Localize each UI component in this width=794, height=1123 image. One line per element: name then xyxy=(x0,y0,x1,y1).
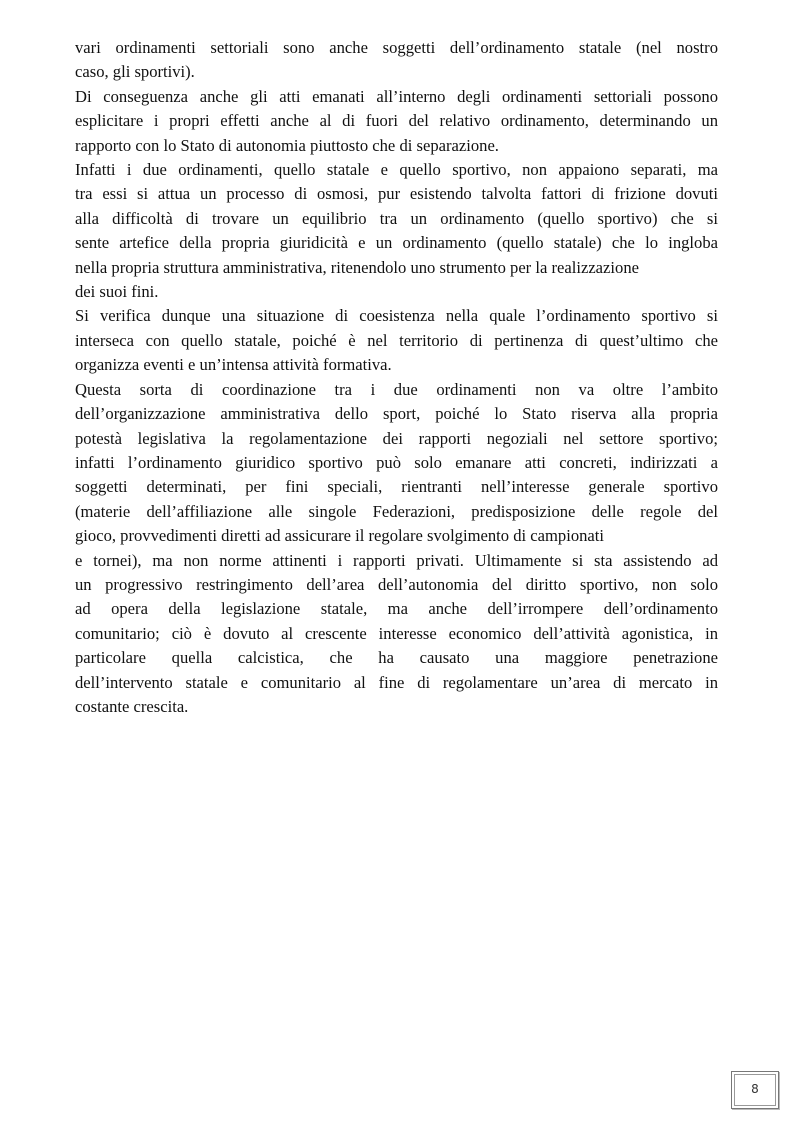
text-line: Di conseguenza anche gli atti emanati all’interno degli ordinamenti settoriali possono xyxy=(75,86,718,106)
text-line: un progressivo restringimento dell’area dell’autonomia del diritto sportivo, non solo xyxy=(75,574,718,594)
text-line: Infatti i due ordinamenti, quello statale e quello sportivo, non appaiono separati, ma xyxy=(75,160,718,180)
paragraph xyxy=(75,85,718,158)
page-number-box xyxy=(731,1071,779,1109)
paragraph xyxy=(75,378,718,720)
text-line: dell’intervento statale e comunitario al fine di regolamentare un’area di mercato in xyxy=(75,672,718,692)
paragraph xyxy=(75,304,718,377)
text-line: e tornei), ma non norme attinenti i rapporti privati. Ultimamente si sta assistendo ad xyxy=(75,550,718,570)
paragraph xyxy=(75,158,718,304)
page-number: 8 xyxy=(751,1082,759,1096)
text-line: Questa sorta di coordinazione tra i due ordinamenti non va oltre l’ambito xyxy=(75,379,718,399)
text-line: tra essi si attua un processo di osmosi, pur esistendo talvolta fattori di frizione dovuti xyxy=(75,184,718,204)
text-line: sente artefice della propria giuridicità e un ordinamento (quello statale) che lo ingloba xyxy=(75,233,718,253)
text-line: potestà legislativa la regolamentazione dei rapporti negoziali nel settore sportivo; xyxy=(75,428,718,448)
text-line: esplicitare i propri effetti anche al di fuori del relativo ordinamento, determinando un xyxy=(75,111,718,131)
text-line: comunitario; ciò è dovuto al crescente interesse economico dell’attività agonistica, in xyxy=(75,623,718,643)
text-line: ad opera della legislazione statale, ma anche dell’irrompere dell’ordinamento xyxy=(75,599,718,619)
text-line: costante crescita. xyxy=(75,696,189,716)
text-line: Si verifica dunque una situazione di coesistenza nella quale l’ordinamento sportivo si xyxy=(75,306,718,326)
text-line: alla difficoltà di trovare un equilibrio tra un ordinamento (quello sportivo) che si xyxy=(75,208,718,228)
text-line: infatti l’ordinamento giuridico sportivo può solo emanare atti concreti, indirizzati a xyxy=(75,452,718,472)
paragraph xyxy=(75,36,718,85)
text-line: gioco, provvedimenti diretti ad assicurare il regolare svolgimento di campionati xyxy=(75,526,604,546)
text-line: (materie dell’affiliazione alle singole Federazioni, predisposizione delle regole del xyxy=(75,501,718,521)
text-line: organizza eventi e un’intensa attività formativa. xyxy=(75,355,392,375)
text-line: caso, gli sportivi). xyxy=(75,62,195,82)
text-line: nella propria struttura amministrativa, ritenendolo uno strumento per la realizzazione xyxy=(75,257,639,277)
text-line: interseca con quello statale, poiché è nel territorio di pertinenza di quest’ultimo che xyxy=(75,330,718,350)
text-line: vari ordinamenti settoriali sono anche soggetti dell’ordinamento statale (nel nostro xyxy=(75,38,718,57)
text-line: dell’organizzazione amministrativa dello sport, poiché lo Stato riserva alla propria xyxy=(75,404,718,424)
text-line: particolare quella calcistica, che ha causato una maggiore penetrazione xyxy=(75,648,718,668)
text-line: soggetti determinati, per fini speciali, rientranti nell’interesse generale sportivo xyxy=(75,477,718,497)
text-line: dei suoi fini. xyxy=(75,282,159,302)
text-line: rapporto con lo Stato di autonomia piuttosto che di separazione. xyxy=(75,135,499,155)
body-text xyxy=(75,36,718,719)
